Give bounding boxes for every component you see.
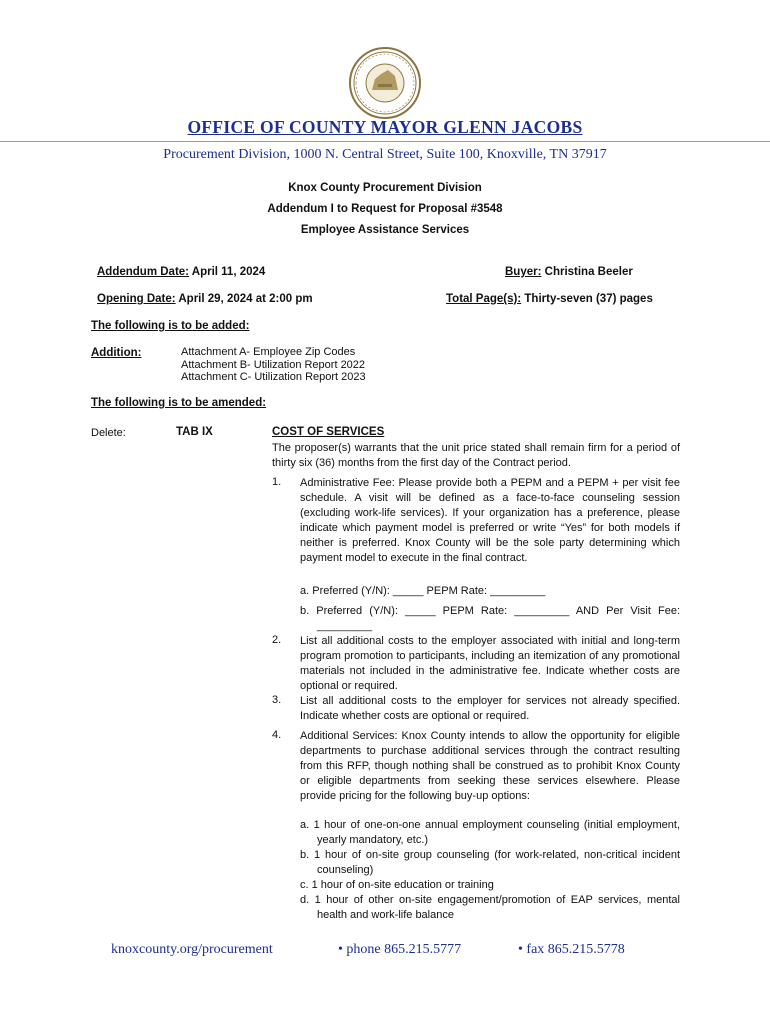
delete-label: Delete: [91,427,126,439]
addendum-date-label: Addendum Date: [97,266,189,278]
heading-services: Employee Assistance Services [300,224,470,236]
opening-date-value: April 29, 2024 at 2:00 pm [178,293,313,305]
addendum-date-value: April 11, 2024 [191,266,266,278]
buy-up-option: b. 1 hour of on-site group counseling (for work-related, non-critical incident counseling) [300,849,680,876]
heading-division: Knox County Procurement Division [288,182,482,194]
attachment-list [181,346,366,384]
opening-date-row [97,293,313,305]
buy-up-option: a. 1 hour of one-on-one annual employment counseling (initial employment, yearly mandatory, etc.) [300,819,680,846]
attachment-item: Attachment B- Utilization Report 2022 [181,358,366,371]
item-text: List all additional costs to the employer for services not already specified. Indicate whether costs are optional or required. [300,695,680,722]
attachment-item: Attachment C- Utilization Report 2023 [181,371,366,383]
buy-up-option: c. 1 hour of on-site education or training [300,879,494,891]
item-number: 4. [272,729,282,741]
footer-phone: • phone 865.215.5777 [338,942,462,957]
added-section-heading: The following is to be added: [91,320,250,332]
item-text: Administrative Fee: Please provide both a PEPM and a PEPM + per visit fee schedule. A visit will be defined as a face-to-face counseling session (excluding work-life services). If your organization has a preference, please indicate which payment model is preferred or write “Yes” for both models if neither is preferred. Knox County will be the sole party determining which payment model to execute in the final contract. [300,477,680,564]
item-subitem-text: b. Preferred (Y/N): _____ PEPM Rate: _________ AND Per Visit Fee: _________ [300,605,680,632]
header-divider [0,141,770,142]
item-number: 2. [272,634,282,646]
item-text: Additional Services: Knox County intends to allow the opportunity for eligible departments to purchase additional services through the contract resulting from this RFP, though nothing shall be construed as to prohibit Knox County or eligible departments from seeking these services elsewhere. Please provide pricing for the following buy-up options: [300,730,680,802]
addendum-date-row [97,266,265,278]
footer-website[interactable]: knoxcounty.org/procurement [111,942,273,957]
buyer-value: Christina Beeler [544,266,633,278]
total-pages-label: Total Page(s): [446,293,522,305]
county-seal-logo [348,46,422,120]
item-number: 3. [272,694,282,706]
buy-up-options-list [300,818,680,923]
tab-label: TAB IX [176,426,213,438]
item-subitem: a. Preferred (Y/N): _____ PEPM Rate: _________ [300,585,546,597]
amended-section-heading: The following is to be amended: [91,397,267,409]
buyer-label: Buyer: [505,266,542,278]
footer-fax: • fax 865.215.5778 [518,942,625,957]
heading-addendum: Addendum I to Request for Proposal #3548 [267,203,503,215]
addition-label: Addition: [91,347,142,359]
item-text: List all additional costs to the employer associated with initial and long-term program promotion to participants, including an itemization of any promotional materials not included in the administrative fee. Indicate whether costs are optional or required. [300,635,680,692]
buyer-row [505,266,633,278]
total-pages-row [446,293,653,305]
item-number: 1. [272,476,282,488]
attachment-item: Attachment A- Employee Zip Codes [181,346,356,358]
procurement-address: Procurement Division, 1000 N. Central Street, Suite 100, Knoxville, TN 37917 [163,147,607,162]
item-subitem [300,604,680,634]
office-title: OFFICE OF COUNTY MAYOR GLENN JACOBS [187,117,583,137]
total-pages-value: Thirty-seven (37) pages [524,293,653,305]
buy-up-option: d. 1 hour of other on-site engagement/promotion of EAP services, mental health and work-life balance [300,894,680,921]
cost-of-services-heading: COST OF SERVICES [272,426,385,438]
cost-intro: The proposer(s) warrants that the unit price stated shall remain firm for a period of thirty six (36) months from the first day of the Contract period. [272,442,680,469]
opening-date-label: Opening Date: [97,293,176,305]
